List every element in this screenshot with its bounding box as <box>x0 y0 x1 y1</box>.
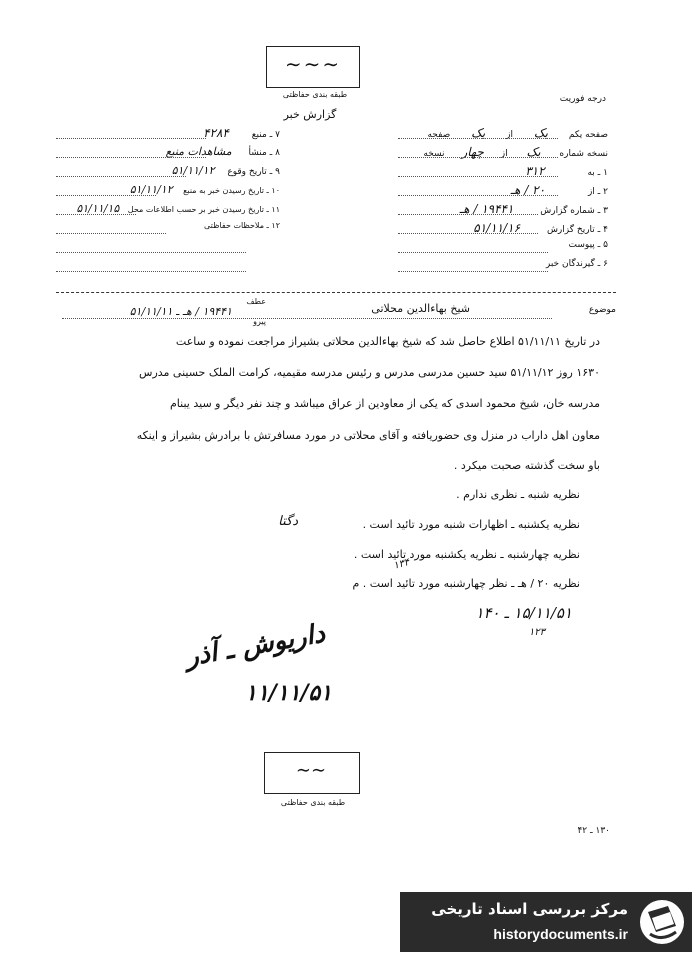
rule-l4 <box>56 195 156 196</box>
field-page: صفحه یکم یک از یک صفحه <box>427 126 608 140</box>
handwritten-date-sub: ۱۲۳ <box>528 627 545 638</box>
opinion-sunday: نظریه یکشنبه ـ اظهارات شنبه مورد تائید است . <box>362 518 580 531</box>
rule-l5 <box>56 214 136 215</box>
field-occurrence-date: ۹ ـ تاریخ وقوع ۵۱/۱۱/۱۲ <box>171 164 280 177</box>
rule-r4 <box>398 195 558 196</box>
opinion-20h: نظریه ۲۰ / هـ ـ نظر چهارشنبه مورد تائید است . م <box>352 577 580 590</box>
form-code: ۱۳۰ ـ ۴۲ <box>577 826 610 836</box>
rule-l3 <box>56 176 186 177</box>
report-title: گزارش خبر <box>283 108 337 121</box>
urgency-label: درجه فوریت <box>559 94 606 104</box>
rule-r5 <box>398 214 538 215</box>
body-line-3: مدرسه خان، شیخ محمود اسدی که یکی از معاودین از عراق میباشد و چند نفر دیگر و سید یبنام <box>170 397 600 410</box>
ref-value: ۱۹۴۴۱ / هـ ـ ۵۱/۱۱/۱۱ <box>129 305 232 318</box>
body-line-2: ۱۶۳۰ روز ۵۱/۱۱/۱۲ سید حسین مدرسی مدرس و رئیس مدرسه مقیمیه، کرامت الملک حسینی مدرس <box>139 366 600 379</box>
archive-url: historydocuments.ir <box>493 926 628 942</box>
field-report-number: ۳ ـ شماره گزارش ۱۹۴۴۱ / هـ <box>459 202 608 216</box>
ref-label-2: پیرو <box>253 317 266 326</box>
handwritten-date-mark: ۱۵/۱۱/۵۱ ـ ۱۴۰ <box>475 604 572 622</box>
opinion-wednesday: نظریه چهارشنبه ـ نظریه یکشنبه مورد تائید است . <box>353 548 580 561</box>
signature-date: ۱۱/۱۱/۵۱ <box>245 680 332 706</box>
ref-label-1: عطف <box>246 297 266 306</box>
archive-name: مرکز بررسی اسناد تاریخی <box>431 900 628 918</box>
rule-l6 <box>56 233 166 234</box>
top-stamp-scribble: ∼∼∼ <box>284 52 342 76</box>
field-from: ۲ ـ از ۲۰ / هـ <box>510 183 608 197</box>
bottom-stamp-scribble: ∼∼ <box>295 760 327 781</box>
rule-r3 <box>398 176 558 177</box>
field-to: ۱ ـ به ۳۱۲ <box>525 164 608 178</box>
handwritten-note-1: دگتا <box>278 514 298 529</box>
subject-underline <box>62 318 552 319</box>
field-source: ۷ ـ منبع ۴۲۸۴ <box>203 126 280 140</box>
rule-r2 <box>398 157 558 158</box>
subject-value: شیخ بهاءالدین محلاتی <box>371 302 470 315</box>
field-attachment: ۵ ـ پیوست <box>568 240 608 250</box>
field-copy: نسخه شماره یک از چهار نسخه <box>423 145 608 159</box>
rule-r6 <box>398 233 538 234</box>
signature: داریوش ـ آذر <box>183 618 328 673</box>
rule-r8 <box>398 271 548 272</box>
rule-r7 <box>398 252 548 253</box>
field-local-date: ۱۱ ـ تاریخ رسیدن خبر بر حسب اطلاعات محل ۵۱/۱۱/۱۵ <box>76 202 280 215</box>
body-line-4: معاون اهل داراب در منزل وی حضوریافته و آقای محلاتی در مورد مسافرتش با برادرش بشیراز و اینکه <box>136 429 600 442</box>
archive-logo-icon <box>638 898 686 946</box>
subject-label: موضوع <box>588 305 616 315</box>
separator-line <box>56 292 616 293</box>
field-recipients: ۶ ـ گیرندگان خبر <box>545 259 608 269</box>
opinion-saturday: نظریه شنبه ـ نظری ندارم . <box>456 488 580 501</box>
archive-watermark <box>400 892 692 952</box>
field-received-date: ۱۰ ـ تاریخ رسیدن خبر به منبع ۵۱/۱۱/۱۲ <box>129 183 280 196</box>
bottom-stamp-label: طبقه بندی حفاظتی <box>280 798 346 807</box>
handwritten-note-2: ۱۳۴ <box>392 557 411 572</box>
field-report-date: ۴ ـ تاریخ گزارش ۵۱/۱۱/۱۶ <box>473 221 608 235</box>
rule-l2 <box>56 157 206 158</box>
body-line-1: در تاریخ ۵۱/۱۱/۱۱ اطلاع حاصل شد که شیخ بهاءالدین محلاتی بشیراز مراجعت نموده و ساعت <box>175 335 600 348</box>
field-security-notes: ۱۲ ـ ملاحظات حفاظتی <box>204 221 280 230</box>
top-stamp-label: طبقه بندی حفاظتی <box>282 90 348 99</box>
rule-l1 <box>56 138 206 139</box>
body-line-5: باو سخت گذشته صحبت میکرد . <box>453 459 600 472</box>
rule-r1 <box>398 138 558 139</box>
rule-l7 <box>56 252 246 253</box>
field-origin: ۸ ـ منشأ مشاهدات منبع <box>165 145 280 158</box>
rule-l8 <box>56 271 246 272</box>
